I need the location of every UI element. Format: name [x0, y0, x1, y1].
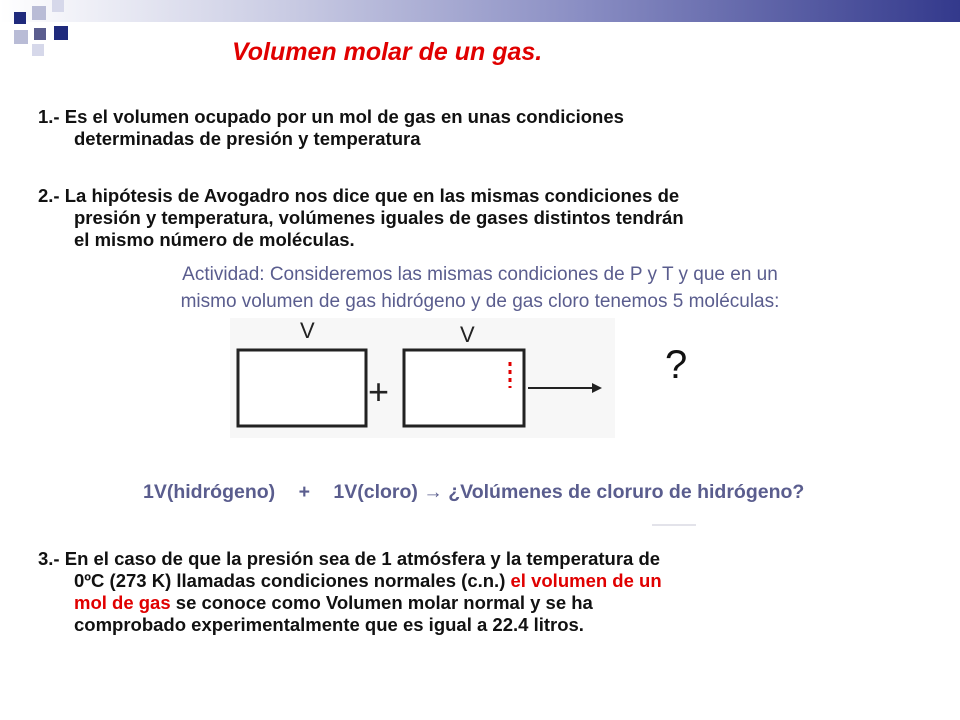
equation-chlorine-result: 1V(cloro) → ¿Volúmenes de cloruro de hidrógeno?: [333, 481, 805, 503]
equation-hydrogen: 1V(hidrógeno): [143, 481, 276, 503]
equation-plus: +: [298, 481, 310, 503]
point-3-line-3-text: se conoce como Volumen molar normal y se ha: [175, 592, 593, 613]
point-1-line-2: determinadas de presión y temperatura: [74, 128, 421, 149]
point-2: [38, 185, 898, 251]
volume-diagram: [230, 318, 615, 438]
activity-text: [80, 261, 880, 315]
deco-square-light-1: [52, 0, 64, 12]
reaction-equation: [143, 481, 804, 504]
point-3-line-4: comprobado experimentalmente que es igual a 22.4 litros.: [74, 614, 584, 635]
point-2-line-1: 2.- La hipótesis de Avogadro nos dice que en las mismas condiciones de: [38, 185, 680, 206]
deco-square-navy-3: [34, 28, 46, 40]
point-1-line-1: 1.- Es el volumen ocupado por un mol de gas en unas condiciones: [38, 106, 624, 127]
point-3-line-3: [38, 592, 898, 614]
point-2-line-3: el mismo número de moléculas.: [74, 229, 355, 250]
point-3-line-2-highlight: el volumen de un: [510, 570, 662, 591]
activity-line-1: Actividad: Consideremos las mismas condiciones de P y T y que en un: [182, 264, 778, 285]
deco-square-navy-2: [54, 26, 68, 40]
header-gradient-bar: [0, 0, 960, 22]
deco-square-grey-1: [32, 6, 46, 20]
question-mark: ?: [665, 343, 688, 387]
point-3-line-2-text: 0ºC (273 K) llamadas condiciones normales (c.n.): [74, 570, 506, 591]
container-hydrogen-box: [238, 350, 366, 426]
point-3-line-2: [38, 570, 898, 592]
container-chlorine-box: [404, 350, 524, 426]
deco-square-light-2: [32, 44, 44, 56]
point-2-line-2: presión y temperatura, volúmenes iguales de gases distintos tendrán: [74, 207, 684, 228]
plus-sign: +: [368, 371, 390, 412]
volume-label-right: V: [460, 322, 475, 347]
deco-square-grey-2: [14, 30, 28, 44]
page-title: Volumen molar de un gas.: [232, 38, 543, 66]
volume-label-left: V: [300, 318, 315, 343]
deco-square-navy-1: [14, 12, 26, 24]
activity-line-2: mismo volumen de gas hidrógeno y de gas cloro tenemos 5 moléculas:: [180, 291, 780, 312]
point-3-line-3-highlight: mol de gas: [74, 592, 171, 613]
point-1: [38, 106, 898, 150]
point-3-line-1: 3.- En el caso de que la presión sea de 1 atmósfera y la temperatura de: [38, 548, 661, 569]
faint-artifact: [652, 524, 696, 526]
point-3: [38, 548, 898, 636]
